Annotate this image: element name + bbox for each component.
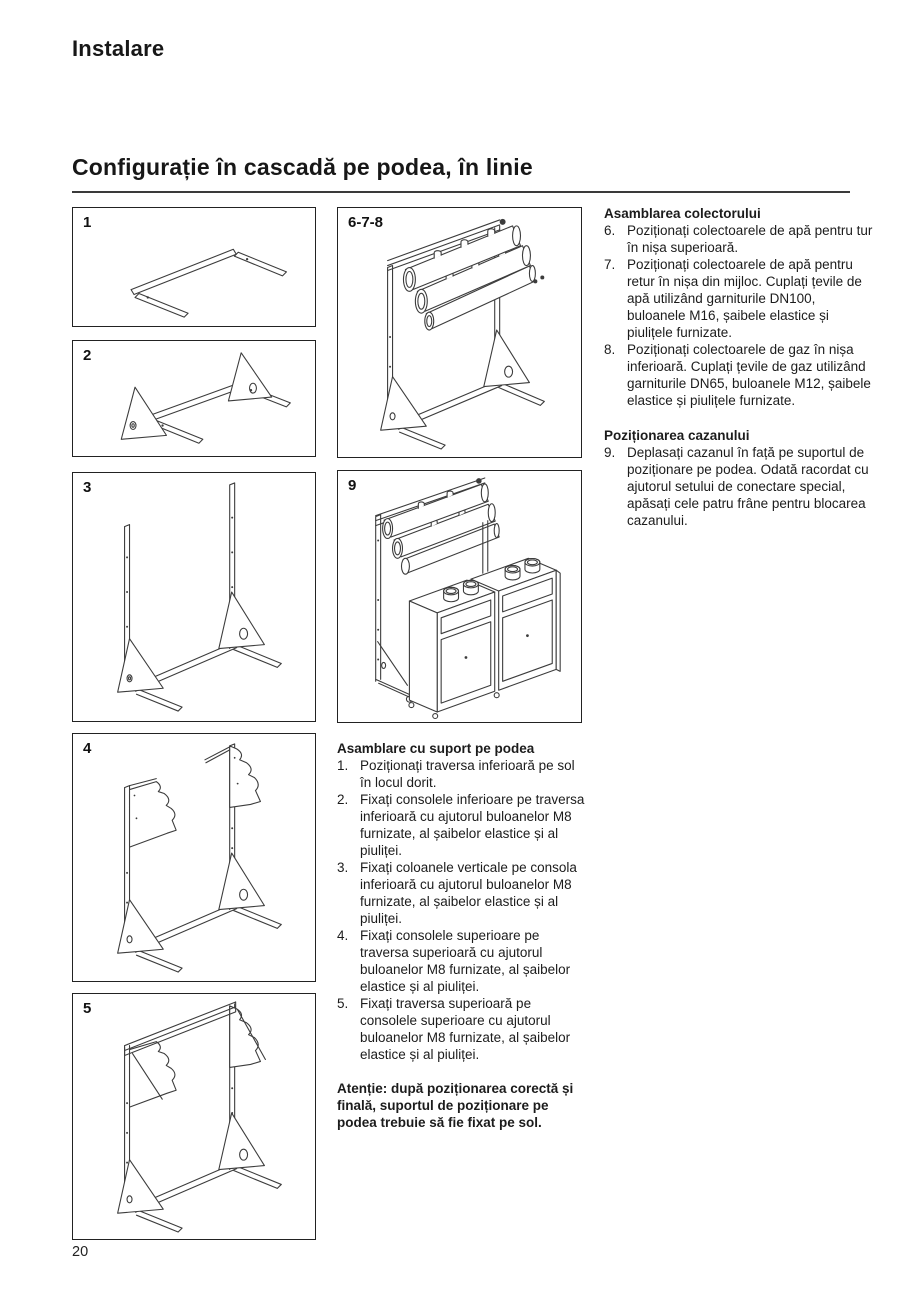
diagram-lower-traverse <box>73 208 315 326</box>
step-number: 5. <box>337 996 349 1011</box>
figure-box-6-7-8 <box>337 207 582 458</box>
figure-label-2: 2 <box>83 347 92 364</box>
step-text: Fixați traversa superioară pe consolele superioare cu ajutorul buloanelor M8 furnizate, al șaibelor elastice și al piuliței. <box>360 996 571 1062</box>
diagram-traverse-with-brackets <box>73 341 315 456</box>
step-number: 3. <box>337 860 349 875</box>
step-item <box>604 256 876 341</box>
step-text: Poziționați colectoarele de gaz în nișa inferioară. Cuplați țevile de gaz utilizând garniturile DN65, buloanele M12, șaibele elastice și piulițele furnizate. <box>627 342 871 408</box>
page-header: Instalare <box>72 36 165 61</box>
step-number: 4. <box>337 928 349 943</box>
step-text: Poziționați traversa inferioară pe sol în locul dorit. <box>360 758 575 790</box>
figure-label-6-7-8: 6-7-8 <box>348 214 384 231</box>
diagram-vertical-columns <box>73 473 315 721</box>
diagram-complete-frame <box>73 994 315 1239</box>
step-text: Poziționați colectoarele de apă pentru retur în nișa din mijloc. Cuplați țevile de apă utilizând garniturile DN100, buloanele M16, șaibele elastice și piulițele furnizate. <box>627 257 862 340</box>
step-number: 7. <box>604 257 616 272</box>
step-item <box>337 927 589 995</box>
step-number: 8. <box>604 342 616 357</box>
step-number: 2. <box>337 792 349 807</box>
step-item <box>337 995 589 1063</box>
figure-label-4: 4 <box>83 740 92 757</box>
figure-box-9 <box>337 470 582 723</box>
boiler-positioning-heading: Poziționarea cazanului <box>604 428 750 443</box>
figure-box-1 <box>72 207 316 327</box>
figure-label-5: 5 <box>83 1000 92 1017</box>
warning-text: Atenție: după poziționarea corectă și finală, suportul de poziționare pe podea trebuie să fie fixat pe sol. <box>337 1081 574 1130</box>
collector-assembly-heading: Asamblarea colectorului <box>604 206 761 221</box>
step-item <box>604 341 876 409</box>
figure-box-3 <box>72 472 316 722</box>
figure-box-5 <box>72 993 316 1240</box>
step-text: Deplasați cazanul în față pe suportul de poziționare pe podea. Odată racordat cu ajutorul setului de conectare special, apăsați cele patru frâne pentru blocarea cazanului. <box>627 445 869 528</box>
floor-assembly-heading: Asamblare cu suport pe podea <box>337 741 535 756</box>
step-text: Fixați consolele inferioare pe traversa inferioară cu ajutorul buloanelor M8 furnizate, al șaibelor elastice și al piuliței. <box>360 792 585 858</box>
collector-assembly-section <box>604 205 876 529</box>
figure-box-2 <box>72 340 316 457</box>
section-title: Configurație în cascadă pe podea, în linie <box>72 154 850 193</box>
figure-label-3: 3 <box>83 479 92 496</box>
step-text: Fixați consolele superioare pe traversa superioară cu ajutorul buloanelor M8 furnizate, al șaibelor elastice și al piuliței. <box>360 928 571 994</box>
floor-assembly-section <box>337 740 589 1145</box>
step-number: 6. <box>604 223 616 238</box>
page-number: 20 <box>72 1244 89 1260</box>
figure-label-9: 9 <box>348 477 357 494</box>
step-item <box>604 444 876 529</box>
diagram-upper-consoles <box>73 734 315 981</box>
step-item <box>604 222 876 256</box>
step-number: 9. <box>604 445 616 460</box>
step-text: Fixați coloanele verticale pe consola inferioară cu ajutorul buloanelor M8 furnizate, al șaibelor elastice și al piuliței. <box>360 860 577 926</box>
step-item <box>337 757 589 791</box>
figure-box-4 <box>72 733 316 982</box>
diagram-boilers-positioned <box>338 471 581 722</box>
figure-label-1: 1 <box>83 214 92 231</box>
step-item <box>337 791 589 859</box>
step-item <box>337 859 589 927</box>
step-number: 1. <box>337 758 349 773</box>
diagram-collectors-mounted <box>338 208 581 457</box>
step-text: Poziționați colectoarele de apă pentru tur în nișa superioară. <box>627 223 873 255</box>
